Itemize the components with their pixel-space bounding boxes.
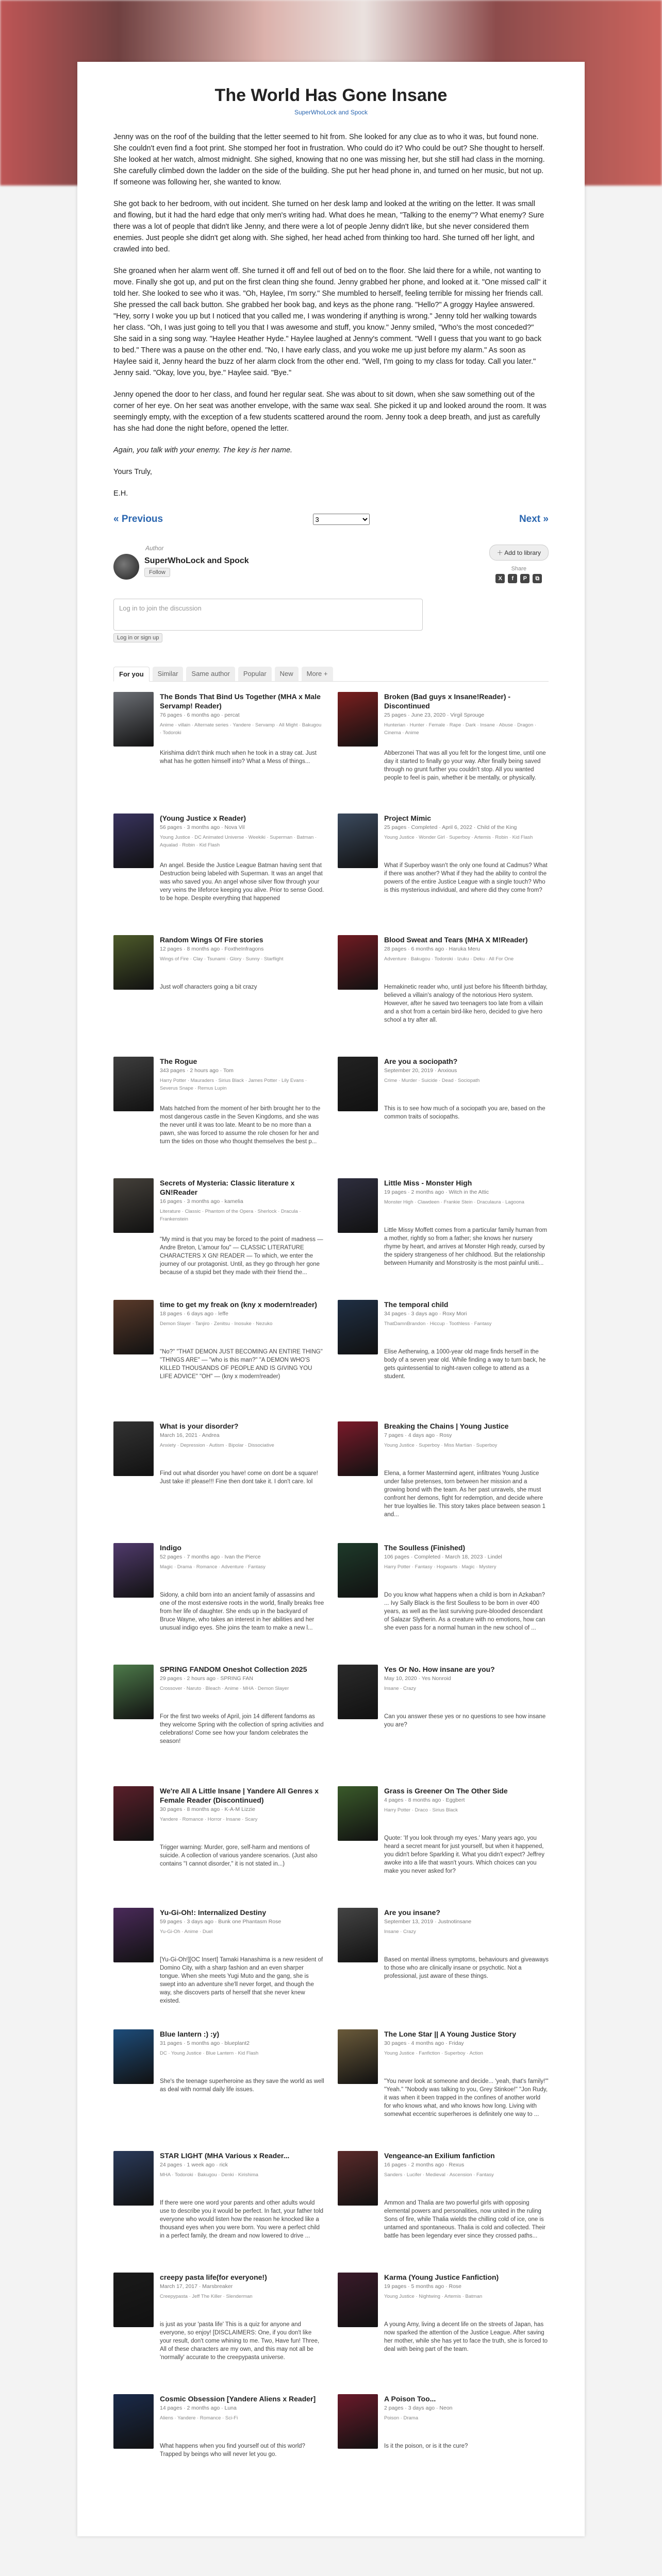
- card-meta: 18 pages · 6 days ago · leffe: [160, 1311, 228, 1317]
- story-cover[interactable]: [113, 1300, 154, 1354]
- card-tags[interactable]: Aliens · Yandere · Romance · Sci-Fi: [160, 2415, 238, 2421]
- card-info: [384, 1421, 549, 1543]
- card-info: [160, 1665, 324, 1786]
- card-tags[interactable]: Harry Potter · Mauraders · Sirius Black · James Potter · Lily Evans · Severus Snape · Remus Lupin: [160, 1078, 307, 1091]
- card-title[interactable]: Karma (Young Justice Fanfiction): [384, 2273, 499, 2281]
- card-title[interactable]: Are you insane?: [384, 1908, 440, 1917]
- story-card[interactable]: [113, 692, 324, 814]
- card-meta: March 17, 2017 · Marsbreaker: [160, 2283, 233, 2290]
- card-tags[interactable]: Young Justice · DC Animated Universe · Weekiki · Superman · Batman · Aqualad · Robin · Kid Flash: [160, 835, 317, 848]
- story-card[interactable]: [113, 1057, 324, 1178]
- card-info: [160, 1178, 324, 1300]
- card-title[interactable]: We're All A Little Insane | Yandere All Genres x Female Reader (Discontinued): [160, 1787, 319, 1804]
- card-title[interactable]: Project Mimic: [384, 814, 432, 822]
- story-cover[interactable]: [113, 692, 154, 747]
- card-description: is just as your 'pasta life' This is a quiz for anyone and everyone, so enjoy! [DISCLAIMERS: One, if you don't like your result, don't come whining to me. Two, Have fun! Three, All of these characters are my own, and this may not all be 'normally' accurate to the creepypasta universe.: [160, 2321, 320, 2361]
- story-card[interactable]: [338, 1908, 549, 2029]
- facebook-icon[interactable]: f: [508, 574, 517, 583]
- card-description: Abberzonei That was all you felt for the longest time, until one day it started to finally go your way. After finally being saved through no grunt further you couldn't stop. All you wanted people to feel is pain, whether it be mentally, or physically.: [384, 750, 546, 781]
- card-info: [384, 935, 549, 1057]
- card-tags[interactable]: Insane · Crazy: [384, 1686, 416, 1691]
- story-paragraph: Jenny was on the roof of the building that the letter seemed to hit from. She looked for any clue as to who it was, but found none. She couldn't even find a foot print. She stomped her foot in frustration. Who could do it? Who could be out? She thought to herself. She looked at her watch, almost midnight. She sighed, knowing that no one was missing her, but she still had class in the morning. She carefully climbed down the ladder on the side of the building. She put her head phone in, and turned on her music, but not up. If someone was following her, she wanted to know.: [113, 133, 545, 187]
- story-card[interactable]: [113, 2394, 324, 2516]
- card-title[interactable]: Yu-Gi-Oh!: Internalized Destiny: [160, 1908, 267, 1917]
- story-cover[interactable]: [338, 2273, 378, 2327]
- author-link[interactable]: Spock: [350, 109, 368, 116]
- story-card[interactable]: [113, 935, 324, 1057]
- card-title[interactable]: The Soulless (Finished): [384, 1544, 466, 1552]
- story-cover[interactable]: [338, 1908, 378, 1962]
- story-cover[interactable]: [338, 692, 378, 747]
- card-info: [384, 2273, 549, 2394]
- card-description: Just wolf characters going a bit crazy: [160, 984, 257, 990]
- card-description: What if Superboy wasn't the only one found at Cadmus? What if there was another? What if they had the ability to control the powers of the entire Justice League with a single touch? Who is this mysterious individual, and where did they come from?: [384, 862, 548, 893]
- card-tags[interactable]: Sanders · Lucifer · Medieval · Ascension · Fantasy: [384, 2172, 494, 2178]
- author-section: [113, 545, 549, 583]
- card-tags[interactable]: Anime · villain · Alternate series · Yandere · Servamp · All Might · Bakugou · Todoroki: [160, 722, 322, 736]
- card-info: [384, 692, 549, 814]
- story-cover[interactable]: [338, 1786, 378, 1841]
- card-tags[interactable]: Creepypasta · Jeff The Killer · Slenderman: [160, 2294, 253, 2299]
- card-info: [160, 814, 324, 935]
- card-meta: 30 pages · 4 months ago · Friday: [384, 2040, 464, 2046]
- letter-signoff: Yours Truly,: [113, 468, 152, 476]
- card-title[interactable]: Breaking the Chains | Young Justice: [384, 1422, 509, 1430]
- story-card[interactable]: [113, 2029, 324, 2151]
- story-card[interactable]: [113, 2151, 324, 2273]
- card-meta: 16 pages · 2 months ago · Rexus: [384, 2162, 465, 2168]
- letter-text: Again, you talk with your enemy. The key is her name.: [113, 446, 293, 454]
- story-card[interactable]: [338, 1786, 549, 1908]
- story-card[interactable]: [338, 1543, 549, 1665]
- card-tags[interactable]: Crossover · Naruto · Bleach · Anime · MHA · Demon Slayer: [160, 1686, 289, 1691]
- card-info: [384, 1300, 549, 1421]
- card-title[interactable]: Vengeance-an Exilium fanfiction: [384, 2151, 495, 2160]
- x-icon[interactable]: X: [495, 574, 505, 583]
- card-meta: 29 pages · 2 hours ago · SPRING FAN: [160, 1675, 253, 1682]
- card-meta: 19 pages · 5 months ago · Rose: [384, 2283, 462, 2290]
- card-meta: 30 pages · 8 months ago · K-A-M Lizzie: [160, 1806, 256, 1812]
- letter-signature: E.H.: [113, 489, 128, 498]
- card-title[interactable]: time to get my freak on (kny x modern!reader): [160, 1300, 317, 1309]
- card-info: [160, 1421, 324, 1543]
- card-info: [160, 2029, 324, 2151]
- add-to-library-label: Add to library: [504, 549, 541, 556]
- card-description: "My mind is that you may be forced to the point of madness — Andre Breton, L'amour fou" — CLASSIC LITERATURE CHARACTERS X GN! READER — To which, we enter the journey of our protagonist. Until, as they go through her gone because of a stupid bet they made with their friend the...: [160, 1236, 323, 1276]
- author-name[interactable]: SuperWhoLock and Spock: [144, 556, 249, 565]
- story-card[interactable]: [338, 2273, 549, 2394]
- story-card[interactable]: [113, 1665, 324, 1786]
- card-description: Elena, a former Mastermind agent, infiltrates Young Justice under false pretenses, torn between her mission and a growing bond with the team. As her past unravels, she must confront her demons, fight for redemption, and decide where her true loyalties lie. This story takes place between season 1 and...: [384, 1470, 546, 1518]
- card-title[interactable]: (Young Justice x Reader): [160, 814, 246, 822]
- avatar[interactable]: [113, 554, 139, 580]
- card-tags[interactable]: Harry Potter · Fantasy · Hogwarts · Magic · Mystery: [384, 1564, 496, 1570]
- card-tags[interactable]: Magic · Drama · Romance · Adventure · Fantasy: [160, 1564, 266, 1570]
- card-title[interactable]: Secrets of Mysteria: Classic literature x GN!Reader: [160, 1179, 295, 1196]
- chapter-pager: [113, 514, 549, 525]
- next-button[interactable]: Next »: [519, 514, 549, 524]
- card-description: Elise Aetherwing, a 1000-year old mage finds herself in the body of a seven year old. While finding a way to turn back, he gets quintessential to night-raven college to attend as a student.: [384, 1349, 546, 1380]
- card-meta: 12 pages · 8 months ago · FoxtheInfragons: [160, 946, 264, 952]
- card-tags[interactable]: DC · Young Justice · Blue Lantern · Kid Flash: [160, 2050, 259, 2056]
- card-title[interactable]: Random Wings Of Fire stories: [160, 936, 263, 944]
- story-card[interactable]: [338, 2151, 549, 2273]
- card-title[interactable]: Cosmic Obsession [Yandere Aliens x Reader]: [160, 2395, 316, 2403]
- card-tags[interactable]: Wings of Fire · Clay · Tsunami · Glory · Sunny · Starflight: [160, 956, 284, 962]
- card-title[interactable]: Are you a sociopath?: [384, 1057, 458, 1065]
- story-cover[interactable]: [113, 2029, 154, 2084]
- story-cover[interactable]: [338, 1421, 378, 1476]
- story-body: [113, 131, 549, 499]
- story-cover[interactable]: [338, 1178, 378, 1233]
- share-label: Share: [511, 566, 526, 572]
- card-description: Kirishima didn't think much when he took in a stray cat. Just what has he gotten himself into? What a Mess of things...: [160, 750, 317, 765]
- tab-more[interactable]: More +: [302, 667, 333, 681]
- card-tags[interactable]: Demon Slayer · Tanjiro · Zenitsu · Inosuke · Nezuko: [160, 1321, 273, 1327]
- card-description: Sidony, a child born into an ancient family of assassins and one of the most extensive roots in the world, finally breaks free from her life of daughter. She ends up in the backyard of Bruce Wayne, who takes an interest in her abilities and her unusual indigo eyes. She joins the team to make a new l...: [160, 1592, 324, 1631]
- story-card[interactable]: [113, 1543, 324, 1665]
- card-info: [384, 814, 549, 935]
- card-description: Based on mental illness symptoms, behaviours and giveaways to those who are clinically insane or psychotic. Not a professional, just aware of these things.: [384, 1957, 549, 1979]
- card-description: Hemakinetic reader who, until just before his fifteenth birthday, believed a villain's analogy of the notorious Hero system. However, after he saved two teenagers too late from a villain and a shot from a certain bird-like hero, decided to give hero school a try after all.: [384, 984, 548, 1023]
- comment-input[interactable]: Log in to join the discussion: [113, 599, 423, 631]
- card-tags[interactable]: Crime · Murder · Suicide · Dead · Sociopath: [384, 1078, 480, 1083]
- card-title[interactable]: SPRING FANDOM Oneshot Collection 2025: [160, 1665, 307, 1673]
- card-title[interactable]: STAR LIGHT (MHA Various x Reader...: [160, 2151, 290, 2160]
- card-meta: 25 pages · Completed · April 6, 2022 · Child of the King: [384, 824, 517, 831]
- card-title[interactable]: Broken (Bad guys x Insane!Reader) - Discontinued: [384, 692, 511, 710]
- card-description: For the first two weeks of April, join 14 different fandoms as they welcome Spring with the collection of spring activities and celebrations! Come see how your fandom celebrates the season!: [160, 1714, 324, 1744]
- login-row: [113, 635, 549, 641]
- card-title[interactable]: Indigo: [160, 1544, 181, 1552]
- card-tags[interactable]: Yu-Gi-Oh · Anime · Duel: [160, 1929, 213, 1935]
- card-info: [160, 2151, 324, 2273]
- card-description: She's the teenage superheroine as they save the world as well as deal with normal daily life issues.: [160, 2078, 324, 2093]
- story-card[interactable]: [113, 1421, 324, 1543]
- card-info: [384, 1665, 549, 1786]
- card-tags[interactable]: Yandere · Romance · Horror · Insane · Scary: [160, 1817, 258, 1822]
- card-meta: 4 pages · 8 months ago · Eggbert: [384, 1797, 465, 1803]
- follow-button[interactable]: Follow: [144, 568, 170, 577]
- story-card[interactable]: [338, 814, 549, 935]
- card-tags[interactable]: MHA · Todoroki · Bakugou · Denki · Kirishima: [160, 2172, 258, 2178]
- card-description: Find out what disorder you have! come on dont be a square! Just take it! please!!! Fine then dont take it. I don't care. lol: [160, 1470, 318, 1485]
- card-description: This is to see how much of a sociopath you are, based on the common traits of sociopaths.: [384, 1106, 545, 1120]
- login-button[interactable]: Log in or sign up: [113, 633, 162, 642]
- card-info: [384, 2151, 549, 2273]
- story-cover[interactable]: [338, 814, 378, 868]
- story-card[interactable]: [113, 2273, 324, 2394]
- card-tags[interactable]: Adventure · Bakugou · Todoroki · Izuku · Deku · All For One: [384, 956, 514, 962]
- card-meta: 106 pages · Completed · March 18, 2023 · Lindel: [384, 1554, 502, 1560]
- card-meta: September 13, 2019 · Justnotinsane: [384, 1919, 472, 1925]
- story-cover[interactable]: [113, 1178, 154, 1233]
- story-author-line: [113, 109, 549, 116]
- card-description: If there were one word your parents and other adults would use to describe you it would be perfect. In fact, your father told everyone who would listen how the reason he knocked like a thousand eyes when you were born. You were a perfect child in a perfect family, the dream and now lowered to drive ...: [160, 2200, 324, 2239]
- card-title[interactable]: What is your disorder?: [160, 1422, 239, 1430]
- card-info: [160, 1543, 324, 1665]
- card-info: [384, 1786, 549, 1908]
- card-title[interactable]: The temporal child: [384, 1300, 449, 1309]
- card-meta: 25 pages · June 23, 2020 · Virgil Sprouge: [384, 712, 485, 718]
- card-info: [160, 2273, 324, 2394]
- story-cover[interactable]: [113, 2273, 154, 2327]
- story-cover[interactable]: [113, 814, 154, 868]
- story-card[interactable]: [338, 2029, 549, 2151]
- card-description: What happens when you find yourself out of this world? Trapped by beings who will never let you go.: [160, 2443, 305, 2458]
- card-description: Little Missy Moffett comes from a particular family human from a mother, rightly so from a father; she knows her nursery rhyme by heart, and arrives at Monster High ready, cursed by the spidery strangeness of her childhood. But the relationship between Humanity and Monstrosity is the most painful uniti...: [384, 1227, 548, 1266]
- story-cover[interactable]: [113, 1057, 154, 1111]
- card-description: "You never look at someone and decide... 'yeah, that's family!'" "Yeah." "Nobody was talking to you, Grey Stinkoe!" "Jon Rudy, it was when it been trapped in the confines of another world for who knows what, and who knows how long. Living with somewhat eccentric superheroes is definitely one way to ...: [384, 2078, 549, 2117]
- card-info: [384, 1057, 549, 1178]
- story-card[interactable]: [113, 1300, 324, 1421]
- card-description: Is it the poison, or is it the cure?: [384, 2443, 468, 2449]
- story-cover[interactable]: [338, 2029, 378, 2084]
- card-description: Trigger warning: Murder, gore, self-harm and mentions of suicide. A collection of various yandere scenarios. (Just also contains "I cannot disorder," it is not stated in...): [160, 1844, 318, 1867]
- story-cover[interactable]: [338, 2151, 378, 2206]
- card-meta: March 16, 2021 · Andrea: [160, 1432, 220, 1438]
- story-cover[interactable]: [113, 2394, 154, 2449]
- story-cover[interactable]: [338, 1665, 378, 1719]
- card-tags[interactable]: Anxiety · Depression · Autism · Bipolar · Dissociative: [160, 1443, 274, 1448]
- library-share: [489, 545, 549, 583]
- card-meta: 76 pages · 6 months ago · percat: [160, 712, 240, 718]
- author-and: and: [338, 109, 349, 116]
- story-cover[interactable]: [338, 1057, 378, 1111]
- card-meta: 19 pages · 2 months ago · Witch in the Attic: [384, 1189, 489, 1195]
- recommendation-grid: [113, 692, 549, 2516]
- pinterest-icon[interactable]: P: [520, 574, 529, 583]
- story-paragraph: She groaned when her alarm went off. She turned it off and fell out of bed on to the floor. She laid there for a while, not wanting to move. Finally she got up, and put on the first clean thing she found. Jenny grabbed her phone, and looked at it. "One missed call" it told her. She looked to see who it was. "Oh, Haylee, I'm sorry." She mumbled to herself, feeling terrible for missing her friends call. She pressed the call back button. She grabbed her book bag, and keys as the phone rang. "Hello?" A groggy Haylee answered. "Hey, sorry I woke you up but I noticed that you called me, I was wondering if anything is wrong." Jenny told her walking towards her class. "Oh, I was just going to tell you that I was awesome and stuff, you know." Jenny smiled, "Who's the most conceded?" She said in a sing song way. "Haylee Heather Hyde." Haylee laughed at Jenny's comment. "Well I guess that you want to go back to bed." There was a pause on the other end. "No, I have early class, and you woke me up just before my alarm." As soon as Haylee said it, Jenny heard the buzz of her alarm clock from the other end. "Well, I'm going to my class for today. Call you later." Jenny said. "Okay, love you, bye." Haylee said. "Bye.": [113, 267, 547, 377]
- card-tags[interactable]: Poison · Drama: [384, 2415, 418, 2421]
- story-card[interactable]: [338, 935, 549, 1057]
- card-meta: 59 pages · 3 days ago · Bunk one Phantasm Rose: [160, 1919, 282, 1925]
- story-card[interactable]: [113, 814, 324, 935]
- story-cover[interactable]: [113, 935, 154, 990]
- card-info: [160, 1908, 324, 2029]
- card-description: [Yu-Gi-Oh!][OC Insert] Tamaki Hanashima is a new resident of Domino City, with a sharp fashion and an even sharper tongue. When she meets Yugi Muto and the gang, she is swept into an adventure she'll never forget, and though the way, she discovers parts of herself that she never knew existed.: [160, 1957, 323, 2004]
- story-cover[interactable]: [113, 1543, 154, 1598]
- recommendation-tabs: [113, 667, 549, 682]
- card-tags[interactable]: ThatDamnBrandon · Hiccup · Toothless · Fantasy: [384, 1321, 492, 1327]
- card-info: [160, 1786, 324, 1908]
- card-info: [160, 692, 324, 814]
- author-label: Author: [145, 545, 164, 552]
- story-cover[interactable]: [338, 1543, 378, 1598]
- card-meta: 343 pages · 2 hours ago · Tom: [160, 1067, 234, 1074]
- card-title[interactable]: A Poison Too...: [384, 2395, 436, 2403]
- card-meta: 34 pages · 3 days ago · Roxy Mori: [384, 1311, 467, 1317]
- card-title[interactable]: creepy pasta life(for everyone!): [160, 2273, 267, 2281]
- card-title[interactable]: Yes Or No. How insane are you?: [384, 1665, 495, 1673]
- share-icons: [489, 574, 549, 583]
- story-paragraph: Jenny opened the door to her class, and found her regular seat. She was about to sit down, when she saw something out of the corner of her eye. On her seat was another envelope, with the same wax seal. She picked it up and looked around the room. It was seemingly empty, with the exception of a few students scattered around the room. Jenny took a deep breath, and just as carefully has she had done the night before, opened the letter.: [113, 391, 547, 433]
- card-tags[interactable]: Young Justice · Superboy · Miss Martian · Superboy: [384, 1443, 498, 1448]
- card-meta: 16 pages · 3 months ago · kamelia: [160, 1198, 243, 1205]
- card-info: [160, 1057, 324, 1178]
- card-meta: 24 pages · 1 week ago · rick: [160, 2162, 228, 2168]
- tab-for-you[interactable]: For you: [113, 667, 150, 682]
- card-meta: 2 pages · 3 days ago · Neon: [384, 2405, 453, 2411]
- card-meta: September 20, 2019 · Anxious: [384, 1067, 457, 1074]
- card-info: [384, 1543, 549, 1665]
- card-tags[interactable]: Young Justice · Wonder Girl · Superboy · Artemis · Robin · Kid Flash: [384, 835, 533, 840]
- author-info: [113, 545, 249, 583]
- card-meta: 31 pages · 5 months ago · blueplant2: [160, 2040, 250, 2046]
- card-meta: 14 pages · 2 months ago · Luna: [160, 2405, 237, 2411]
- card-description: A young Amy, living a decent life on the streets of Japan, has now sparked the attention of the Justice League. After saving her mother, while she has yet to face the truth, she is forced to deal with being part of the team.: [384, 2321, 548, 2352]
- card-info: [160, 2394, 324, 2516]
- card-description: "No?" "THAT DEMON JUST BECOMING AN ENTIRE THING" "THINGS ARE" — "who is this man?" "A DEMON WHO'S KILLED THOUSANDS OF PEOPLE AND IS GIVING YOU LIFE ADVICE" "OH" — (kny x modern!reader): [160, 1349, 323, 1380]
- card-description: Can you answer these yes or no questions to see how insane you are?: [384, 1714, 546, 1728]
- story-cover[interactable]: [338, 1300, 378, 1354]
- card-info: [384, 1178, 549, 1300]
- story-card[interactable]: [338, 1421, 549, 1543]
- card-title[interactable]: The Bonds That Bind Us Together (MHA x Male Servamp! Reader): [160, 692, 321, 710]
- chapter-select[interactable]: [313, 514, 370, 525]
- card-description: Mats hatched from the moment of her birth brought her to the most dangerous castle in the Seven Kingdoms, and she was the never until it was too late. Meant to be no more than a pawn, she was forced to assume the role chosen for her and turn the tides on those who thought themselves the best p...: [160, 1106, 321, 1145]
- author-link[interactable]: SuperWhoLock: [294, 109, 337, 116]
- card-description: Do you know what happens when a child is born in Azkaban? ... Ivy Sally Black is the first Soulless to be born in over 400 years, as well as the last surviving pure-blooded descendant of Salazar Slytherin. As a creature with no emotions, how can she even pass for a normal human in the new school of ...: [384, 1592, 545, 1631]
- page-title: The World Has Gone Insane: [214, 86, 448, 105]
- card-tags[interactable]: Insane · Crazy: [384, 1929, 416, 1935]
- add-to-library-button[interactable]: [489, 545, 549, 561]
- story-card[interactable]: [338, 1665, 549, 1786]
- story-card[interactable]: [338, 1178, 549, 1300]
- card-title[interactable]: Grass is Greener On The Other Side: [384, 1787, 508, 1795]
- story-card[interactable]: [338, 2394, 549, 2516]
- card-tags[interactable]: Young Justice · Fanfiction · Superboy · Action: [384, 2050, 483, 2056]
- story-card[interactable]: [338, 1300, 549, 1421]
- card-info: [384, 2029, 549, 2151]
- card-info: [384, 2394, 549, 2516]
- story-cover[interactable]: [113, 1421, 154, 1476]
- story-paragraph: She got back to her bedroom, with out incident. She turned on her desk lamp and looked at the writing on the letter. It was small and flowing, but it had the hard edge that only men's writing had. What does he mean, "Talking to the enemy"? What enemy? Sure there was a lot of people that didn't like Jenny, and there were a lot of people Jenny didn't like, but she never considered them enemies. Just people she didn't get along with. She sighed, her head ached from thinking too hard. She turned off her light, and crawled into bed.: [113, 200, 544, 253]
- story-cover[interactable]: [338, 935, 378, 990]
- story-page: [77, 62, 585, 2536]
- tab-popular[interactable]: Popular: [238, 667, 272, 681]
- card-tags[interactable]: Monster High · Clawdeen · Frankie Stein · Draculaura · Lagoona: [384, 1199, 524, 1205]
- card-info: [160, 935, 324, 1057]
- card-tags[interactable]: Young Justice · Nightwing · Artemis · Batman: [384, 2294, 483, 2299]
- author-box: [113, 554, 249, 580]
- card-title[interactable]: The Lone Star || A Young Justice Story: [384, 2030, 516, 2038]
- card-description: Quote: 'If you look through my eyes.' Many years ago, you heard a secret meant for just yourself, but when it happened, you didn't before Sparkling it. What you didn't expect? Jeffrey awoke into a life that wasn't yours. Which choices can you make you never asked for?: [384, 1835, 545, 1874]
- story-cover[interactable]: [113, 1786, 154, 1841]
- card-meta: 52 pages · 7 months ago · Ivan the Pierce: [160, 1554, 261, 1560]
- card-meta: 7 pages · 4 days ago · Rosy: [384, 1432, 452, 1438]
- story-cover[interactable]: [113, 1908, 154, 1962]
- card-meta: 28 pages · 6 months ago · Haruka Meru: [384, 946, 481, 952]
- story-card[interactable]: [113, 1908, 324, 2029]
- story-cover[interactable]: [113, 1665, 154, 1719]
- card-description: Ammon and Thalia are two powerful girls with opposing elemental powers and personalities, now united in the ruling Sons of fire, while Thalia wields the chilling cold of ice, one is untamed and spontaneous. Thalia is cold and collected. Their battle has been legendary ever since they crossed paths...: [384, 2200, 545, 2239]
- link-icon[interactable]: ⧉: [533, 574, 542, 583]
- card-tags[interactable]: Literature · Classic · Phantom of the Opera · Sherlock · Dracula · Frankenstein: [160, 1209, 301, 1222]
- card-title[interactable]: Blood Sweat and Tears (MHA X M!Reader): [384, 936, 528, 944]
- card-meta: 56 pages · 3 months ago · Nova Vil: [160, 824, 245, 831]
- story-card[interactable]: [113, 1178, 324, 1300]
- card-title[interactable]: The Rogue: [160, 1057, 197, 1065]
- story-card[interactable]: [338, 1057, 549, 1178]
- tab-similar[interactable]: Similar: [153, 667, 184, 681]
- plus-icon: ＋: [496, 549, 505, 556]
- previous-button[interactable]: « Previous: [113, 514, 163, 524]
- story-card[interactable]: [338, 692, 549, 814]
- card-description: An angel. Beside the Justice League Batman having sent that Destruction being labeled with Superman. It was an angel that was who saved you. An angel whose silver flow through your very veins the lifeforce keeping you alive. Prior to sense Good. to be hope. Despite everything that happened: [160, 862, 324, 902]
- author-text: [144, 556, 249, 577]
- story-card[interactable]: [113, 1786, 324, 1908]
- card-title[interactable]: Blue lantern :) :y): [160, 2030, 220, 2038]
- tab-new[interactable]: New: [275, 667, 299, 681]
- card-tags[interactable]: Hunterian · Hunter · Female · Rape · Dark · Insane · Abuse · Dragon · Cinema · Anime: [384, 722, 537, 736]
- card-info: [384, 1908, 549, 2029]
- tab-same-author[interactable]: Same author: [186, 667, 235, 681]
- story-cover[interactable]: [113, 2151, 154, 2206]
- card-info: [160, 1300, 324, 1421]
- card-meta: May 10, 2020 · Yes Nonroid: [384, 1675, 451, 1682]
- card-tags[interactable]: Harry Potter · Draco · Sirius Black: [384, 1807, 458, 1813]
- card-title[interactable]: Little Miss - Monster High: [384, 1179, 472, 1187]
- story-cover[interactable]: [338, 2394, 378, 2449]
